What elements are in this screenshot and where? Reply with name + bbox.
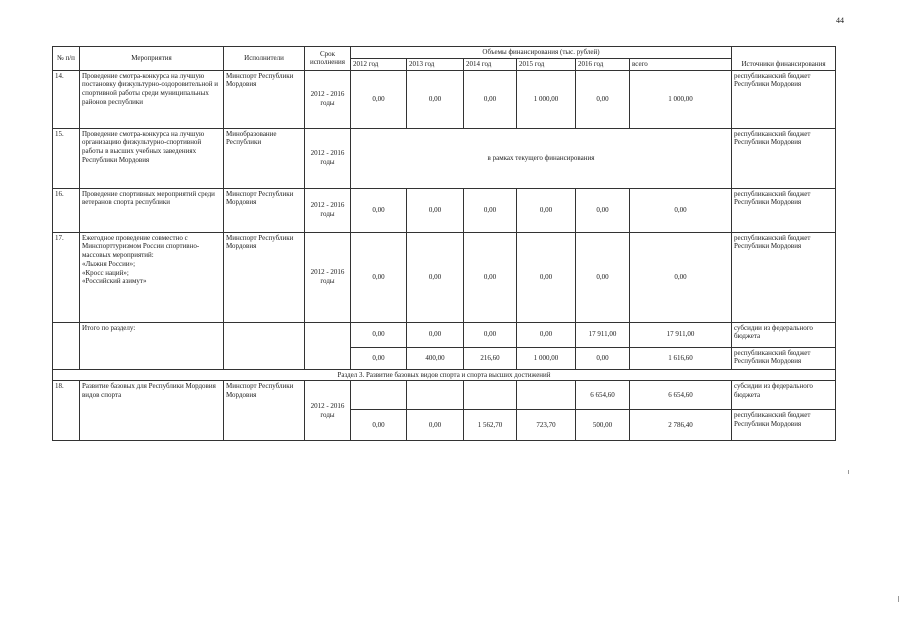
page-number: 44 (836, 16, 844, 25)
table-row (53, 381, 836, 410)
value-total-cell: 0,00 (630, 232, 732, 322)
value-cell: 0,00 (351, 232, 407, 322)
value-cell: 0,00 (576, 232, 630, 322)
value-cell: 0,00 (407, 322, 464, 347)
header-year: 2014 год (464, 58, 517, 70)
value-cell: 0,00 (517, 232, 576, 322)
header-event: Мероприятия (80, 47, 224, 71)
table-row (53, 188, 836, 232)
row-executor: Минспорт Республики Мордовия (224, 381, 305, 441)
row-executor: Минобразование Республики (224, 128, 305, 188)
row-num: 14. (53, 70, 80, 128)
value-cell (351, 381, 407, 410)
table-row (53, 128, 836, 188)
row-source: республиканский бюджет Республики Мордовия (732, 347, 836, 369)
value-cell: 1 000,00 (517, 70, 576, 128)
value-total-cell: 2 786,40 (630, 410, 732, 441)
value-cell: 0,00 (576, 347, 630, 369)
table-header-row (53, 47, 836, 59)
value-cell: 0,00 (464, 188, 517, 232)
header-year: 2015 год (517, 58, 576, 70)
row-num: 16. (53, 188, 80, 232)
row-term: 2012 - 2016 годы (305, 70, 351, 128)
value-cell: 0,00 (351, 347, 407, 369)
row-source: республиканский бюджет Республики Мордовия (732, 128, 836, 188)
header-year: 2016 год (576, 58, 630, 70)
row-executor: Минспорт Республики Мордовия (224, 70, 305, 128)
row-event-line: «Кросс наций»; (82, 268, 129, 277)
header-num: № п/п (53, 47, 80, 71)
row-executor: Минспорт Республики Мордовия (224, 232, 305, 322)
funding-note: в рамках текущего финансирования (351, 128, 732, 188)
funding-table (52, 46, 836, 441)
value-cell: 1 000,00 (517, 347, 576, 369)
row-executor: Минспорт Республики Мордовия (224, 188, 305, 232)
row-source: субсидии из федерального бюджета (732, 381, 836, 410)
value-total-cell: 1 616,60 (630, 347, 732, 369)
row-source: республиканский бюджет Республики Мордовия (732, 410, 836, 441)
value-cell: 6 654,60 (576, 381, 630, 410)
row-event: Проведение смотра-конкурса на лучшую постановку физкультурно-оздоровительной и спортивной работы среди муниципальных районов республики (80, 70, 224, 128)
value-cell: 0,00 (351, 410, 407, 441)
row-source: республиканский бюджет Республики Мордовия (732, 70, 836, 128)
value-cell: 400,00 (407, 347, 464, 369)
value-cell: 0,00 (407, 410, 464, 441)
value-cell: 0,00 (351, 70, 407, 128)
value-cell: 216,60 (464, 347, 517, 369)
total-row (53, 322, 836, 347)
row-term: 2012 - 2016 годы (305, 128, 351, 188)
value-total-cell: 0,00 (630, 188, 732, 232)
row-num: 17. (53, 232, 80, 322)
row-event-line: Ежегодное проведение совместно с Минспорттуризмом России спортивно-массовых мероприятий: (82, 233, 200, 259)
value-cell: 500,00 (576, 410, 630, 441)
row-num: 18. (53, 381, 80, 441)
value-cell: 0,00 (576, 70, 630, 128)
value-cell: 0,00 (517, 322, 576, 347)
section-row (53, 369, 836, 381)
value-cell: 0,00 (464, 322, 517, 347)
table-row (53, 70, 836, 128)
value-cell (517, 381, 576, 410)
header-term: Срок исполнения (305, 47, 351, 71)
header-year: 2012 год (351, 58, 407, 70)
value-cell: 0,00 (464, 70, 517, 128)
row-source: республиканский бюджет Республики Мордовия (732, 188, 836, 232)
value-cell: 0,00 (464, 232, 517, 322)
header-executor: Исполнители (224, 47, 305, 71)
total-num (53, 322, 80, 369)
value-cell: 0,00 (407, 70, 464, 128)
row-event: Проведение спортивных мероприятий среди ветеранов спорта республики (80, 188, 224, 232)
total-executor (224, 322, 305, 369)
total-term (305, 322, 351, 369)
value-cell: 723,70 (517, 410, 576, 441)
scan-mark (898, 596, 899, 602)
row-event-line: «Российский азимут» (82, 277, 147, 286)
value-cell: 0,00 (407, 232, 464, 322)
value-cell (464, 381, 517, 410)
header-year: 2013 год (407, 58, 464, 70)
value-total-cell: 6 654,60 (630, 381, 732, 410)
row-num: 15. (53, 128, 80, 188)
row-event: Развитие базовых для Республики Мордовия видов спорта (80, 381, 224, 441)
row-term: 2012 - 2016 годы (305, 381, 351, 441)
table-row (53, 232, 836, 322)
value-cell: 0,00 (351, 322, 407, 347)
value-cell: 0,00 (517, 188, 576, 232)
value-cell (407, 381, 464, 410)
value-cell: 17 911,00 (576, 322, 630, 347)
row-event: Проведение смотра-конкурса на лучшую организацию физкультурно-спортивной работы в высших учебных заведениях Республики Мордовия (80, 128, 224, 188)
row-term: 2012 - 2016 годы (305, 232, 351, 322)
row-event-line: «Лыжня России»; (82, 259, 136, 268)
value-total-cell: 1 000,00 (630, 70, 732, 128)
value-total-cell: 17 911,00 (630, 322, 732, 347)
scan-mark (848, 470, 849, 474)
header-funding: Объемы финансирования (тыс. рублей) (351, 47, 732, 59)
total-label: Итого по разделу: (80, 322, 224, 369)
value-cell: 0,00 (407, 188, 464, 232)
value-cell: 0,00 (576, 188, 630, 232)
row-source: республиканский бюджет Республики Мордовия (732, 232, 836, 322)
row-event (80, 232, 224, 322)
header-year-total: всего (630, 58, 732, 70)
row-source: субсидии из федерального бюджета (732, 322, 836, 347)
header-source: Источники финансирования (732, 47, 836, 71)
value-cell: 1 562,70 (464, 410, 517, 441)
section-title: Раздел 3. Развитие базовых видов спорта и спорта высших достижений (53, 369, 836, 381)
value-cell: 0,00 (351, 188, 407, 232)
row-term: 2012 - 2016 годы (305, 188, 351, 232)
